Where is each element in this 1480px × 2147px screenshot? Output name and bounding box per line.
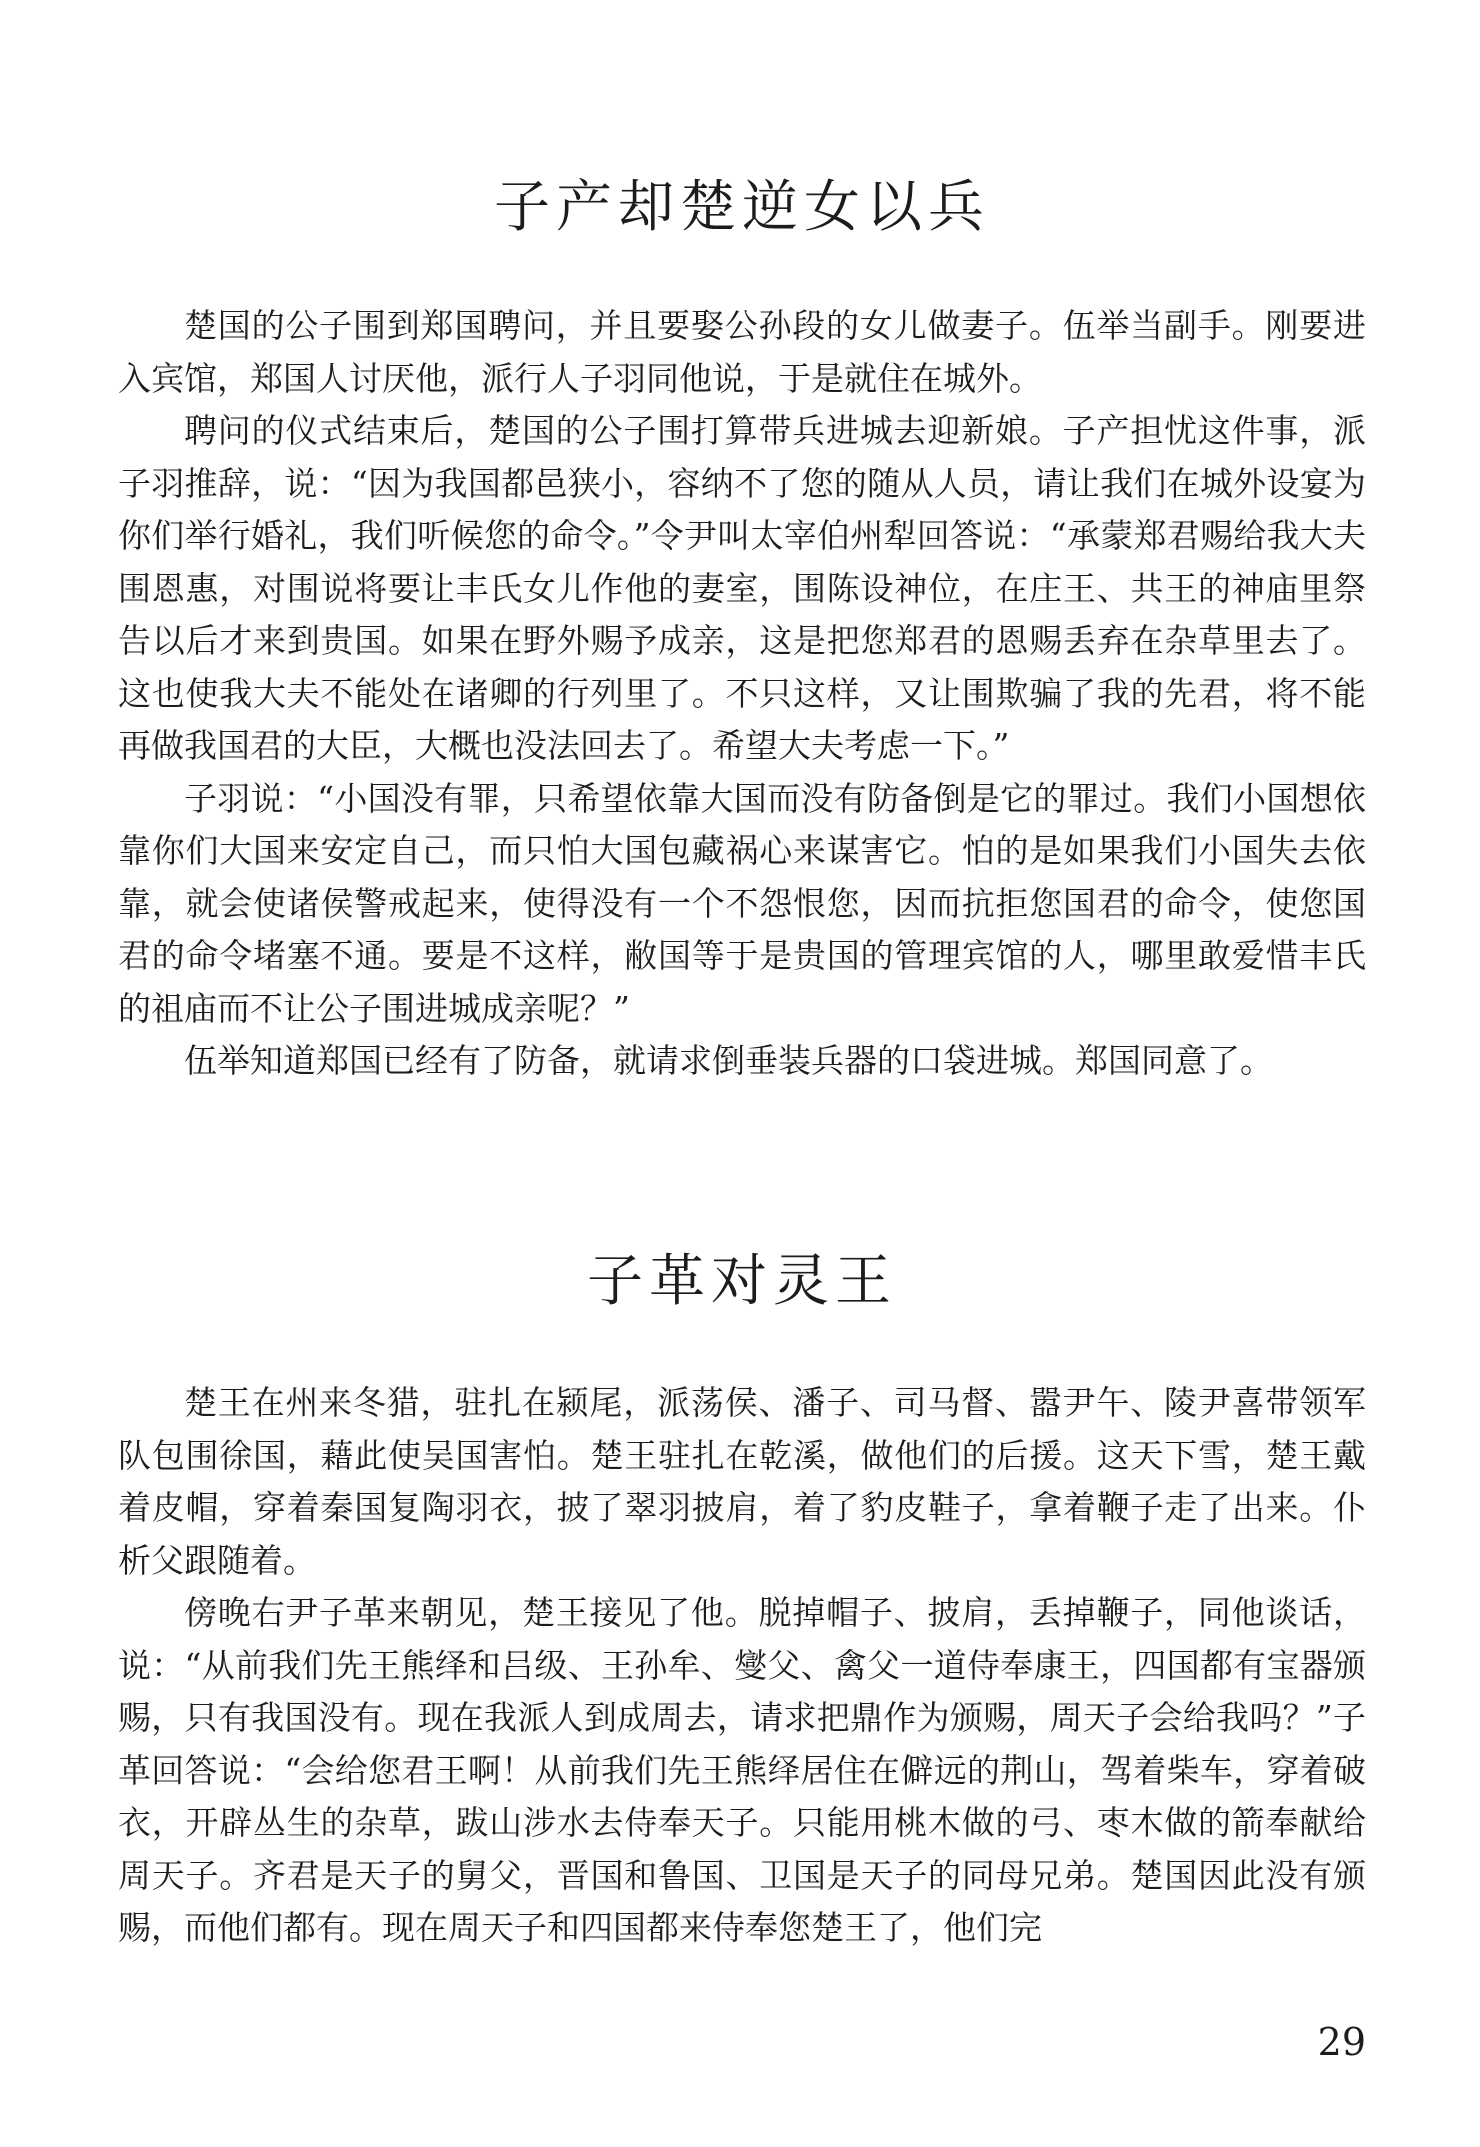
paragraph: 伍举知道郑国已经有了防备，就请求倒垂装兵器的口袋进城。郑国同意了。	[184, 1041, 1273, 1080]
paragraph: 傍晚右尹子革来朝见，楚王接见了他。脱掉帽子、披肩，丢掉鞭子，同他谈话，说：“从前我们先王熊绎和吕级、王孙牟、燮父、禽父一道侍奉康王，四国都有宝器颁赐，只有我国没有。现在我派人到成周去，请求把鼎作为颁赐，周天子会给我吗？”子革回答说：“会给您君王啊！从前我们先王熊绎居住在僻远的荆山，驾着柴车，穿着破衣，开辟丛生的杂草，跋山涉水去侍奉天子。只能用桃木做的弓、枣木做的箭奉献给周天子。齐君是天子的舅父，晋国和鲁国、卫国是天子的同母兄弟。楚国因此没有颁赐，而他们都有。现在周天子和四国都来侍奉您楚王了，他们完	[118, 1593, 1366, 1947]
section-body	[118, 1377, 1366, 1955]
paragraph: 聘问的仪式结束后，楚国的公子围打算带兵进城去迎新娘。子产担忧这件事，派子羽推辞，说：“因为我国都邑狭小，容纳不了您的随从人员，请让我们在城外设宴为你们举行婚礼，我们听候您的命令。”令尹叫太宰伯州犁回答说：“承蒙郑君赐给我大夫围恩惠，对围说将要让丰氏女儿作他的妻室，围陈设神位，在庄王、共王的神庙里祭告以后才来到贵国。如果在野外赐予成亲，这是把您郑君的恩赐丢弃在杂草里去了。这也使我大夫不能处在诸卿的行列里了。不只这样，又让围欺骗了我的先君，将不能再做我国君的大臣，大概也没法回去了。希望大夫考虑一下。”	[118, 411, 1366, 765]
section-title: 子革对灵王	[587, 1249, 897, 1314]
section-body	[118, 300, 1366, 1088]
section-title: 子产却楚逆女以兵	[494, 175, 990, 240]
paragraph: 楚国的公子围到郑国聘问，并且要娶公孙段的女儿做妻子。伍举当副手。刚要进入宾馆，郑国人讨厌他，派行人子羽同他说，于是就住在城外。	[118, 306, 1366, 398]
page-number: 29	[1317, 2020, 1366, 2064]
paragraph: 子羽说：“小国没有罪，只希望依靠大国而没有防备倒是它的罪过。我们小国想依靠你们大国来安定自己，而只怕大国包藏祸心来谋害它。怕的是如果我们小国失去依靠，就会使诸侯警戒起来，使得没有一个不怨恨您，因而抗拒您国君的命令，使您国君的命令堵塞不通。要是不这样，敝国等于是贵国的管理宾馆的人，哪里敢爱惜丰氏的祖庙而不让公子围进城成亲呢？”	[118, 778, 1366, 1028]
book-page	[118, 0, 1366, 2147]
paragraph: 楚王在州来冬猎，驻扎在颍尾，派荡侯、潘子、司马督、嚣尹午、陵尹喜带领军队包围徐国，藉此使吴国害怕。楚王驻扎在乾溪，做他们的后援。这天下雪，楚王戴着皮帽，穿着秦国复陶羽衣，披了翠羽披肩，着了豹皮鞋子，拿着鞭子走了出来。仆析父跟随着。	[118, 1383, 1366, 1580]
